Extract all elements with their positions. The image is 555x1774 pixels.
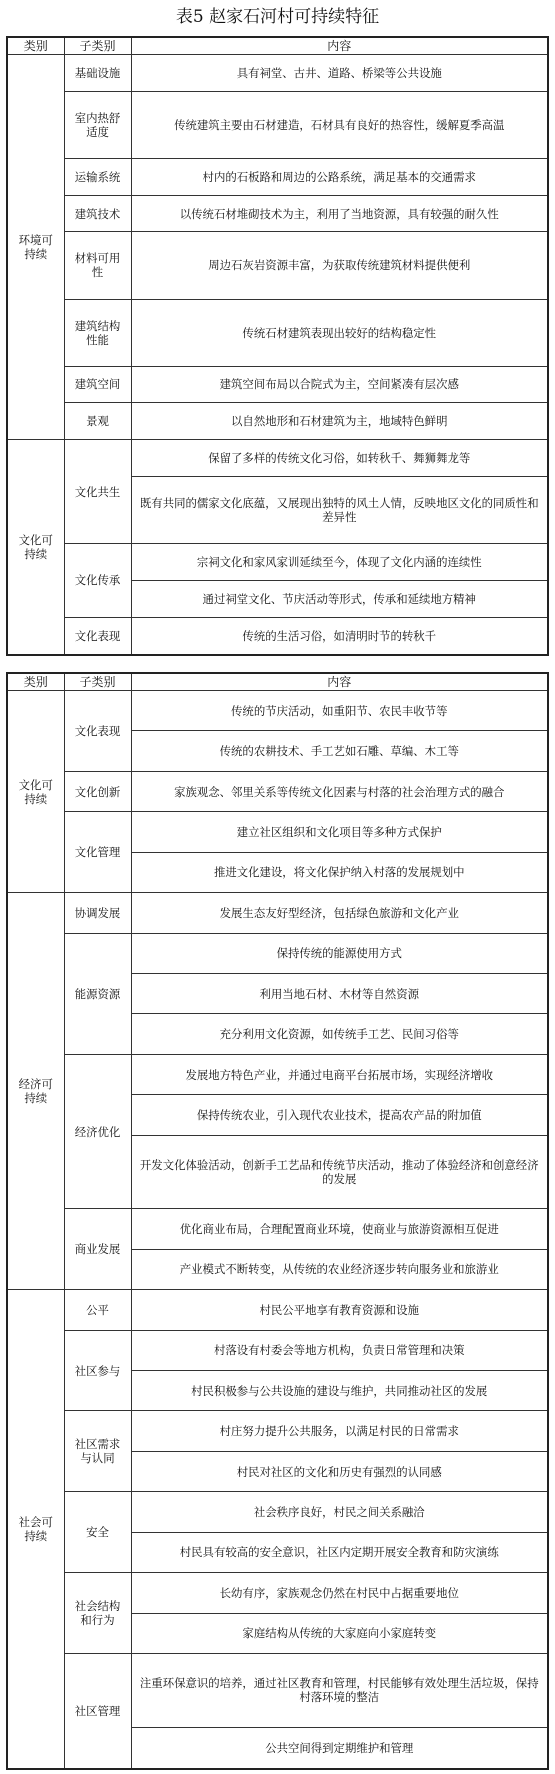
subcategory-cell: 室内热舒适度	[64, 91, 131, 158]
table-row	[7, 1330, 548, 1370]
content-cell: 传统的节庆活动，如重阳节、农民丰收节等	[131, 691, 548, 731]
table-row	[7, 1290, 548, 1330]
content-cell: 优化商业布局，合理配置商业环境，使商业与旅游资源相互促进	[131, 1209, 548, 1249]
table-row	[7, 771, 548, 811]
subcategory-cell: 建筑技术	[64, 195, 131, 232]
category-cell: 经济可持续	[7, 893, 64, 1290]
content-cell: 公共空间得到定期维护和管理	[131, 1727, 548, 1769]
category-cell: 社会可持续	[7, 1290, 64, 1769]
header-subcategory: 子类别	[64, 673, 131, 691]
subcategory-cell: 社区参与	[64, 1330, 131, 1411]
table-row	[7, 403, 548, 440]
category-cell: 文化可持续	[7, 691, 64, 893]
subcategory-cell: 社会结构和行为	[64, 1573, 131, 1654]
content-cell: 以传统石材堆砌技术为主，利用了当地资源，具有较强的耐久性	[131, 195, 548, 232]
header-content: 内容	[131, 673, 548, 691]
content-cell: 村民具有较高的安全意识，社区内定期开展安全教育和防灾演练	[131, 1532, 548, 1572]
header-category: 类别	[7, 673, 64, 691]
table-row	[7, 55, 548, 92]
table-row	[7, 617, 548, 655]
content-cell: 家庭结构从传统的大家庭向小家庭转变	[131, 1613, 548, 1653]
content-cell: 推进文化建设，将文化保护纳入村落的发展规划中	[131, 852, 548, 892]
subcategory-cell: 运输系统	[64, 158, 131, 195]
subcategory-cell: 文化共生	[64, 440, 131, 544]
category-cell: 环境可持续	[7, 55, 64, 440]
subcategory-cell: 协调发展	[64, 893, 131, 933]
content-cell: 家族观念、邻里关系等传统文化因素与村落的社会治理方式的融合	[131, 771, 548, 811]
header-content: 内容	[131, 37, 548, 55]
subcategory-cell: 社区管理	[64, 1654, 131, 1770]
subcategory-cell: 建筑结构性能	[64, 299, 131, 366]
table-row	[7, 691, 548, 731]
subcategory-cell: 文化表现	[64, 617, 131, 655]
content-cell: 利用当地石材、木材等自然资源	[131, 973, 548, 1013]
table-row	[7, 893, 548, 933]
table-title: 表5 赵家石河村可持续特征	[175, 7, 380, 27]
subcategory-cell: 基础设施	[64, 55, 131, 92]
subcategory-cell: 社区需求与认同	[64, 1411, 131, 1492]
subcategory-cell: 景观	[64, 403, 131, 440]
content-cell: 社会秩序良好，村民之间关系融洽	[131, 1492, 548, 1532]
content-cell: 村民对社区的文化和历史有强烈的认同感	[131, 1451, 548, 1491]
content-cell: 建筑空间布局以合院式为主，空间紧凑有层次感	[131, 366, 548, 403]
content-cell: 传统建筑主要由石材建造，石材具有良好的热容性，缓解夏季高温	[131, 91, 548, 158]
table-row	[7, 1654, 548, 1728]
header-subcategory: 子类别	[64, 37, 131, 55]
table-row	[7, 440, 548, 477]
content-cell: 村内的石板路和周边的公路系统，满足基本的交通需求	[131, 158, 548, 195]
table-row	[7, 812, 548, 852]
content-cell: 传统石材建筑表现出较好的结构稳定性	[131, 299, 548, 366]
content-cell: 保持传统的能源使用方式	[131, 933, 548, 973]
subcategory-cell: 安全	[64, 1492, 131, 1573]
table-row	[7, 933, 548, 973]
subcategory-cell: 经济优化	[64, 1054, 131, 1209]
characteristics-table-part-2	[6, 672, 549, 1770]
content-cell: 注重环保意识的培养，通过社区教育和管理，村民能够有效处理生活垃圾，保持村落环境的整洁	[131, 1654, 548, 1728]
content-cell: 宗祠文化和家风家训延续至今，体现了文化内涵的连续性	[131, 544, 548, 581]
characteristics-table-part-1	[6, 36, 549, 656]
subcategory-cell: 文化传承	[64, 544, 131, 618]
table-row	[7, 1054, 548, 1094]
table-row	[7, 366, 548, 403]
content-cell: 建立社区组织和文化项目等多种方式保护	[131, 812, 548, 852]
table-row	[7, 91, 548, 158]
table-row	[7, 1492, 548, 1532]
table-row	[7, 232, 548, 299]
content-cell: 传统的生活习俗，如清明时节的转秋千	[131, 617, 548, 655]
table-row	[7, 158, 548, 195]
subcategory-cell: 文化管理	[64, 812, 131, 893]
table-row	[7, 195, 548, 232]
subcategory-cell: 文化创新	[64, 771, 131, 811]
content-cell: 通过祠堂文化、节庆活动等形式，传承和延续地方精神	[131, 580, 548, 617]
content-cell: 保持传统农业，引入现代农业技术，提高农产品的附加值	[131, 1095, 548, 1135]
content-cell: 村民积极参与公共设施的建设与维护，共同推动社区的发展	[131, 1371, 548, 1411]
table-row	[7, 544, 548, 581]
subcategory-cell: 公平	[64, 1290, 131, 1330]
subcategory-cell: 文化表现	[64, 691, 131, 772]
table-row	[7, 299, 548, 366]
subcategory-cell: 材料可用性	[64, 232, 131, 299]
subcategory-cell: 建筑空间	[64, 366, 131, 403]
content-cell: 周边石灰岩资源丰富，为获取传统建筑材料提供便利	[131, 232, 548, 299]
content-cell: 以自然地形和石材建筑为主，地域特色鲜明	[131, 403, 548, 440]
content-cell: 村民公平地享有教育资源和设施	[131, 1290, 548, 1330]
content-cell: 长幼有序，家族观念仍然在村民中占据重要地位	[131, 1573, 548, 1613]
content-cell: 村落设有村委会等地方机构，负责日常管理和决策	[131, 1330, 548, 1370]
content-cell: 发展地方特色产业，并通过电商平台拓展市场，实现经济增收	[131, 1054, 548, 1094]
table-row	[7, 1573, 548, 1613]
header-category: 类别	[7, 37, 64, 55]
content-cell: 既有共同的儒家文化底蕴，又展现出独特的风土人情，反映地区文化的同质性和差异性	[131, 476, 548, 543]
table-row	[7, 1209, 548, 1249]
content-cell: 具有祠堂、古井、道路、桥梁等公共设施	[131, 55, 548, 92]
subcategory-cell: 能源资源	[64, 933, 131, 1054]
category-cell: 文化可持续	[7, 440, 64, 655]
content-cell: 发展生态友好型经济，包括绿色旅游和文化产业	[131, 893, 548, 933]
content-cell: 保留了多样的传统文化习俗，如转秋千、舞狮舞龙等	[131, 440, 548, 477]
table-row	[7, 1411, 548, 1451]
content-cell: 开发文化体验活动，创新手工艺品和传统节庆活动，推动了体验经济和创意经济的发展	[131, 1135, 548, 1209]
content-cell: 充分利用文化资源，如传统手工艺、民间习俗等	[131, 1014, 548, 1054]
content-cell: 产业模式不断转变，从传统的农业经济逐步转向服务业和旅游业	[131, 1249, 548, 1289]
content-cell: 传统的农耕技术、手工艺如石雕、草编、木工等	[131, 731, 548, 771]
subcategory-cell: 商业发展	[64, 1209, 131, 1290]
content-cell: 村庄努力提升公共服务，以满足村民的日常需求	[131, 1411, 548, 1451]
